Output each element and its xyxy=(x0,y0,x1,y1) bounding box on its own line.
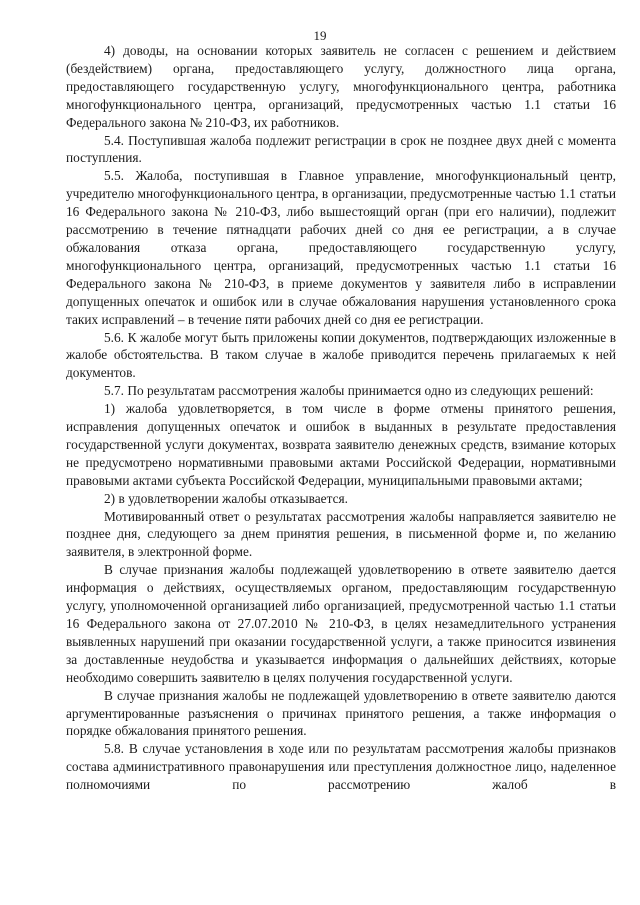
paragraph-5-4-registration: 5.4. Поступившая жалоба подлежит регистрации в срок не позднее двух дней с момента поступления. xyxy=(66,132,616,166)
paragraph-5-5-review-terms: 5.5. Жалоба, поступившая в Главное управление, многофункциональный центр, учредителю многофункционального центра, в организации, предусмотренные частью 1.1 статьи 16 Федерального закона № 210-ФЗ, либо вышестоящий орган (при его наличии), подлежит рассмотрению в течение пятнадцати рабочих дней со дня ее регистрации, а в случае обжалования отказа органа, предоставляющего государственную услугу, многофункционального центра, организаций, предусмотренных частью 1.1 статьи 16 Федерального закона № 210-ФЗ, в приеме документов у заявителя либо в исправлении допущенных опечаток и ошибок или в случае обжалования нарушения установленного срока таких исправлений – в течение пяти рабочих дней со дня ее регистрации. xyxy=(66,168,616,327)
list-item-1-satisfied: 1) жалоба удовлетворяется, в том числе в форме отмены принятого решения, исправления допущенных опечаток и ошибок в выданных в результате предоставления государственной услуги документах, возврата заявителю денежных средств, взимание которых не предусмотрено нормативными правовыми актами Российской Федерации, нормативными правовыми актами субъекта Российской Федерации, муниципальными правовыми актами; xyxy=(66,401,616,488)
list-item-2-refused: 2) в удовлетворении жалобы отказывается. xyxy=(104,490,348,506)
paragraph-refusal-info: В случае признания жалобы не подлежащей удовлетворению в ответе заявителю даются аргументированные разъяснения о причинах принятого решения, а также информация о порядке обжалования принятого решения. xyxy=(66,687,616,739)
paragraph-4-arguments: 4) доводы, на основании которых заявитель не согласен с решением и действием (бездействием) органа, предоставляющего услугу, должностного лица органа, предоставляющего государственную услугу, многофункционального центра, работника многофункционального центра, организаций, предусмотренных частью 1.1 статьи 16 Федерального закона № 210-ФЗ, их работников. xyxy=(66,43,616,130)
paragraph-5-7-decisions: 5.7. По результатам рассмотрения жалобы принимается одно из следующих решений: xyxy=(104,383,594,399)
document-body xyxy=(66,42,616,794)
page-number: 19 xyxy=(313,28,327,43)
paragraph-5-8-violations: 5.8. В случае установления в ходе или по результатам рассмотрения жалобы признаков состава административного правонарушения или преступления должностное лицо, наделенное полномочиями по рассмотрению жалоб в xyxy=(66,741,616,793)
paragraph-5-6-attachments: 5.6. К жалобе могут быть приложены копии документов, подтверждающих изложенные в жалобе обстоятельства. В таком случае в жалобе приводится перечень прилагаемых к ней документов. xyxy=(66,329,616,381)
paragraph-motivated-answer: Мотивированный ответ о результатах рассмотрения жалобы направляется заявителю не позднее дня, следующего за днем принятия решения, в письменной форме и, по желанию заявителя, в электронной форме. xyxy=(66,508,616,560)
paragraph-satisfaction-info: В случае признания жалобы подлежащей удовлетворению в ответе заявителю дается информация о действиях, осуществляемых органом, предоставляющим государственную услугу, уполномоченной организацией либо организацией, предусмотренной частью 1.1 статьи 16 Федерального закона от 27.07.2010 № 210-ФЗ, в целях незамедлительного устранения выявленных нарушений при оказании государственной услуги, а также приносится извинения за доставленные неудобства и указывается информация о дальнейших действиях, которые необходимо совершить заявителю в целях получения государственной услуги. xyxy=(66,562,616,685)
